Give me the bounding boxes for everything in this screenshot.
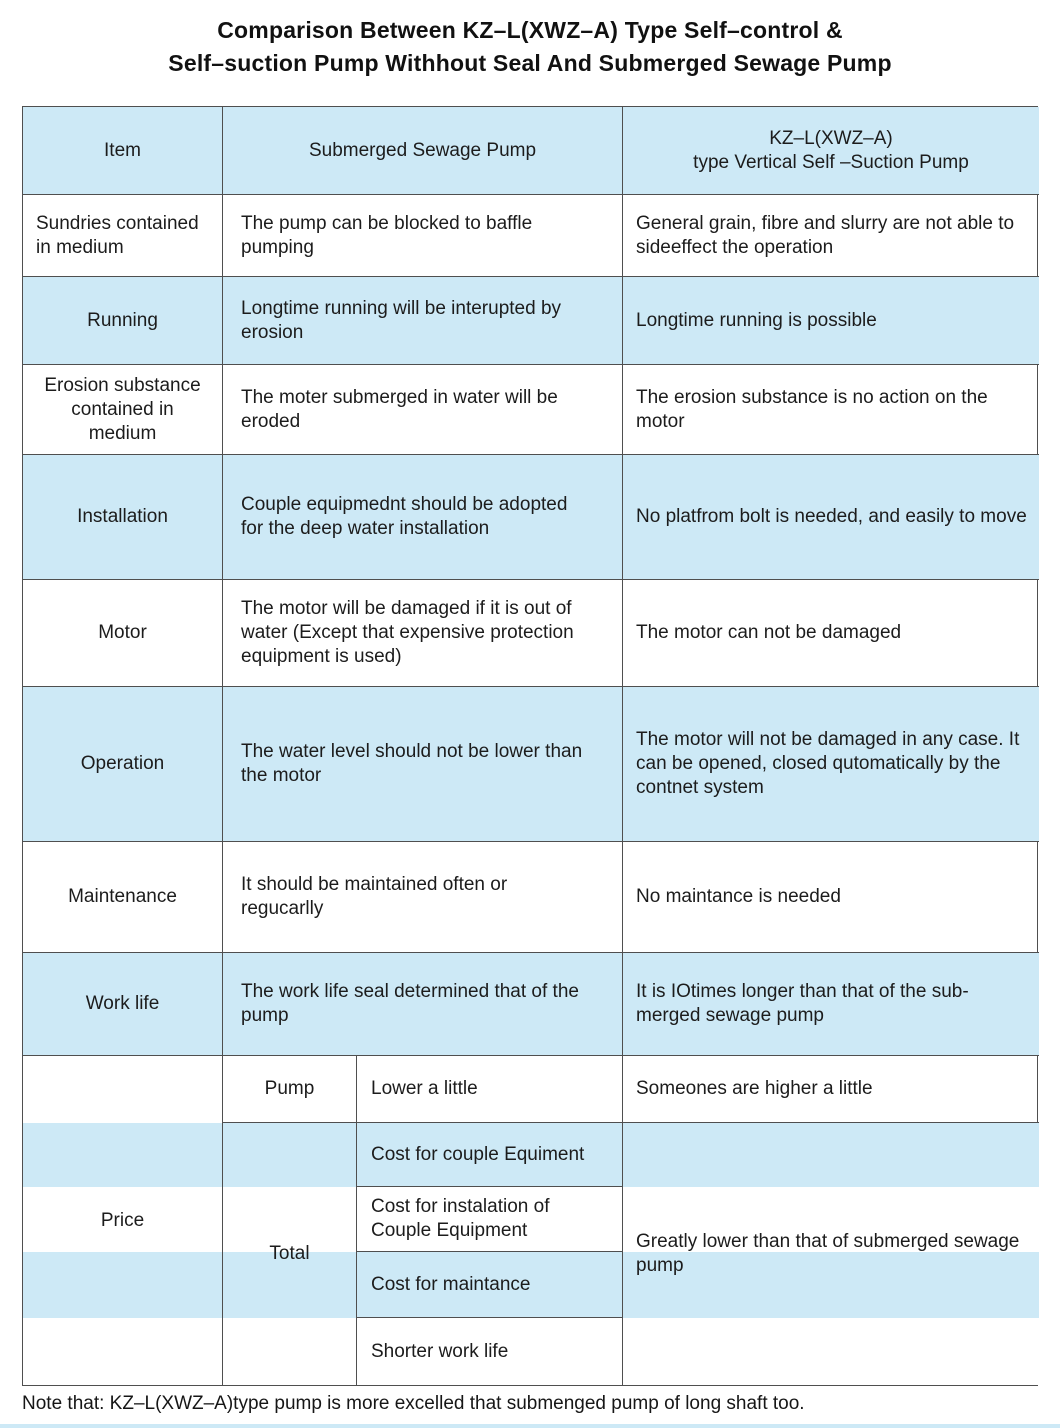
cell-installation-kz: No platfrom bolt is needed, and easily to move [623, 455, 1039, 580]
cell-installation-submerged: Couple equipmednt should be adopted for the deep water installation [223, 455, 623, 580]
cell-maintenance-kz: No maintance is needed [623, 842, 1039, 953]
comparison-table [22, 106, 1038, 1386]
cell-sundries-kz: General grain, fibre and slurry are not able to sideeffect the operation [623, 195, 1039, 277]
price-pump-label: Pump [223, 1056, 357, 1123]
header-kz-line-1: KZ–L(XWZ–A) [769, 127, 893, 149]
header-cell-item: Item [23, 107, 223, 195]
price-cost-maintenance: Cost for maintance [357, 1252, 623, 1318]
price-shorter-work-life: Shorter work life [357, 1318, 623, 1385]
row-label-running: Running [23, 277, 223, 365]
cell-maintenance-submerged: It should be maintained often or regucarlly [223, 842, 623, 953]
row-label-maintenance: Maintenance [23, 842, 223, 953]
price-cost-installation: Cost for instalation of Couple Equipment [357, 1187, 623, 1252]
row-label-price: Price [23, 1056, 223, 1385]
row-label-installation: Installation [23, 455, 223, 580]
header-cell-submerged-pump: Submerged Sewage Pump [223, 107, 623, 195]
cell-erosion-kz: The erosion substance is no action on the motor [623, 365, 1039, 455]
header-kz-line-2: type Vertical Self –Suction Pump [693, 151, 969, 173]
row-label-erosion: Erosion substance contained in medium [23, 365, 223, 455]
cell-running-kz: Longtime running is possible [623, 277, 1039, 365]
cell-erosion-submerged: The moter submerged in water will be eroded [223, 365, 623, 455]
row-label-sundries: Sundries contained in medium [23, 195, 223, 277]
title-line-1: Comparison Between KZ–L(XWZ–A) Type Self–control & [217, 17, 843, 43]
cell-sundries-submerged: The pump can be blocked to baffle pumping [223, 195, 623, 277]
cell-worklife-kz: It is IOtimes longer than that of the sub-merged sewage pump [623, 953, 1039, 1056]
price-total-label: Total [223, 1123, 357, 1385]
price-cost-couple-equipment: Cost for couple Equiment [357, 1123, 623, 1187]
cell-worklife-submerged: The work life seal determined that of the pump [223, 953, 623, 1056]
page-title [0, 0, 1060, 80]
footnote: Note that: KZ–L(XWZ–A)type pump is more excelled that submenged pump of long shaft too. [22, 1393, 805, 1414]
price-pump-submerged: Lower a little [357, 1056, 623, 1123]
cell-running-submerged: Longtime running will be interupted by erosion [223, 277, 623, 365]
cell-motor-submerged: The motor will be damaged if it is out of water (Except that expensive protection equipment is used) [223, 580, 623, 687]
price-total-kz: Greatly lower than that of submerged sewage pump [623, 1123, 1039, 1385]
row-label-worklife: Work life [23, 953, 223, 1056]
cell-operation-kz: The motor will not be damaged in any case. It can be opened, closed qutomatically by the contnet system [623, 687, 1039, 842]
price-pump-kz: Someones are higher a little [623, 1056, 1039, 1123]
row-label-motor: Motor [23, 580, 223, 687]
title-line-2: Self–suction Pump Withhout Seal And Submerged Sewage Pump [168, 50, 892, 76]
cell-motor-kz: The motor can not be damaged [623, 580, 1039, 687]
bottom-accent-strip [0, 1424, 1060, 1428]
header-cell-kz-pump [623, 107, 1039, 195]
row-label-operation: Operation [23, 687, 223, 842]
cell-operation-submerged: The water level should not be lower than the motor [223, 687, 623, 842]
